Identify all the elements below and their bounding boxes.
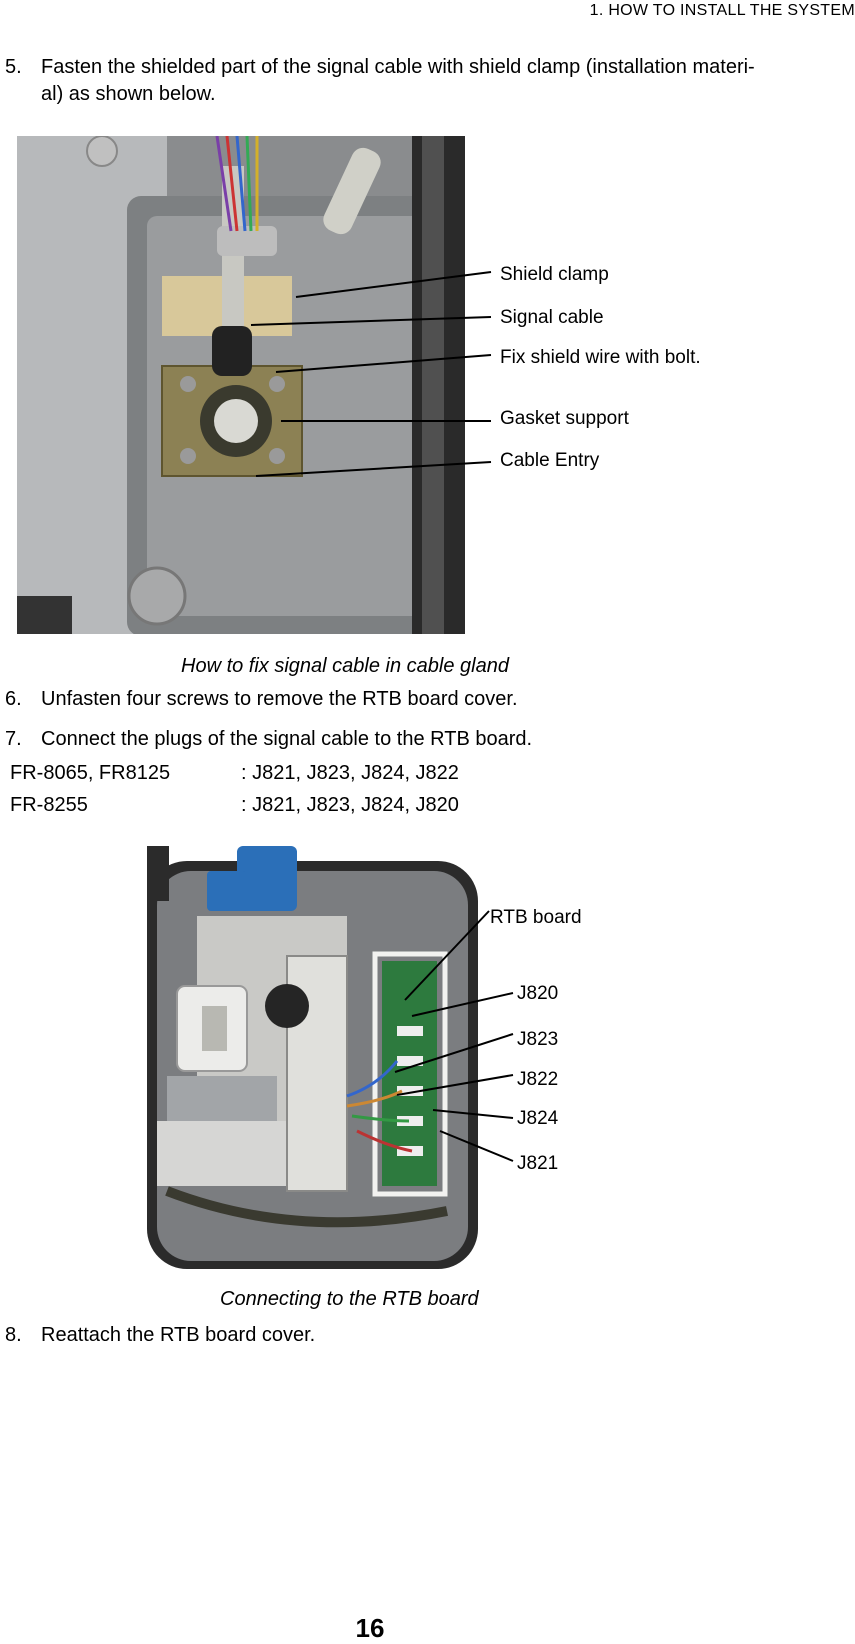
- label-rtb-board: RTB board: [490, 907, 582, 928]
- step-text: Reattach the RTB board cover.: [41, 1324, 316, 1346]
- figure2-caption: Connecting to the RTB board: [220, 1288, 479, 1310]
- step-number: 6.: [5, 688, 22, 710]
- label-gasket-support: Gasket support: [500, 408, 629, 429]
- running-header: 1. HOW TO INSTALL THE SYSTEM: [589, 2, 855, 19]
- model-name: FR-8255: [10, 794, 88, 816]
- step-number: 7.: [5, 728, 22, 750]
- step-text: Connect the plugs of the signal cable to the RTB board.: [41, 728, 533, 750]
- page-number: 16: [355, 1613, 385, 1643]
- label-j821: J821: [517, 1153, 559, 1174]
- model-name: FR-8065, FR8125: [10, 762, 171, 784]
- label-j820: J820: [517, 983, 559, 1004]
- label-j823: J823: [517, 1029, 559, 1050]
- label-cable-entry: Cable Entry: [500, 450, 600, 471]
- label-signal-cable: Signal cable: [500, 307, 604, 328]
- model-connectors: : J821, J823, J824, J822: [241, 762, 459, 784]
- figure1-caption: How to fix signal cable in cable gland: [181, 655, 509, 677]
- step-number: 8.: [5, 1324, 22, 1346]
- label-fix-shield-wire: Fix shield wire with bolt.: [500, 347, 701, 368]
- step-number: 5.: [5, 56, 22, 78]
- label-j824: J824: [517, 1108, 559, 1129]
- model-connectors: : J821, J823, J824, J820: [241, 794, 459, 816]
- label-j822: J822: [517, 1069, 559, 1090]
- step-text-line1: Fasten the shielded part of the signal cable with shield clamp (installation materi-: [41, 56, 755, 78]
- label-shield-clamp: Shield clamp: [500, 264, 609, 285]
- step-text-line2: al) as shown below.: [41, 83, 216, 105]
- step-text: Unfasten four screws to remove the RTB board cover.: [41, 688, 518, 710]
